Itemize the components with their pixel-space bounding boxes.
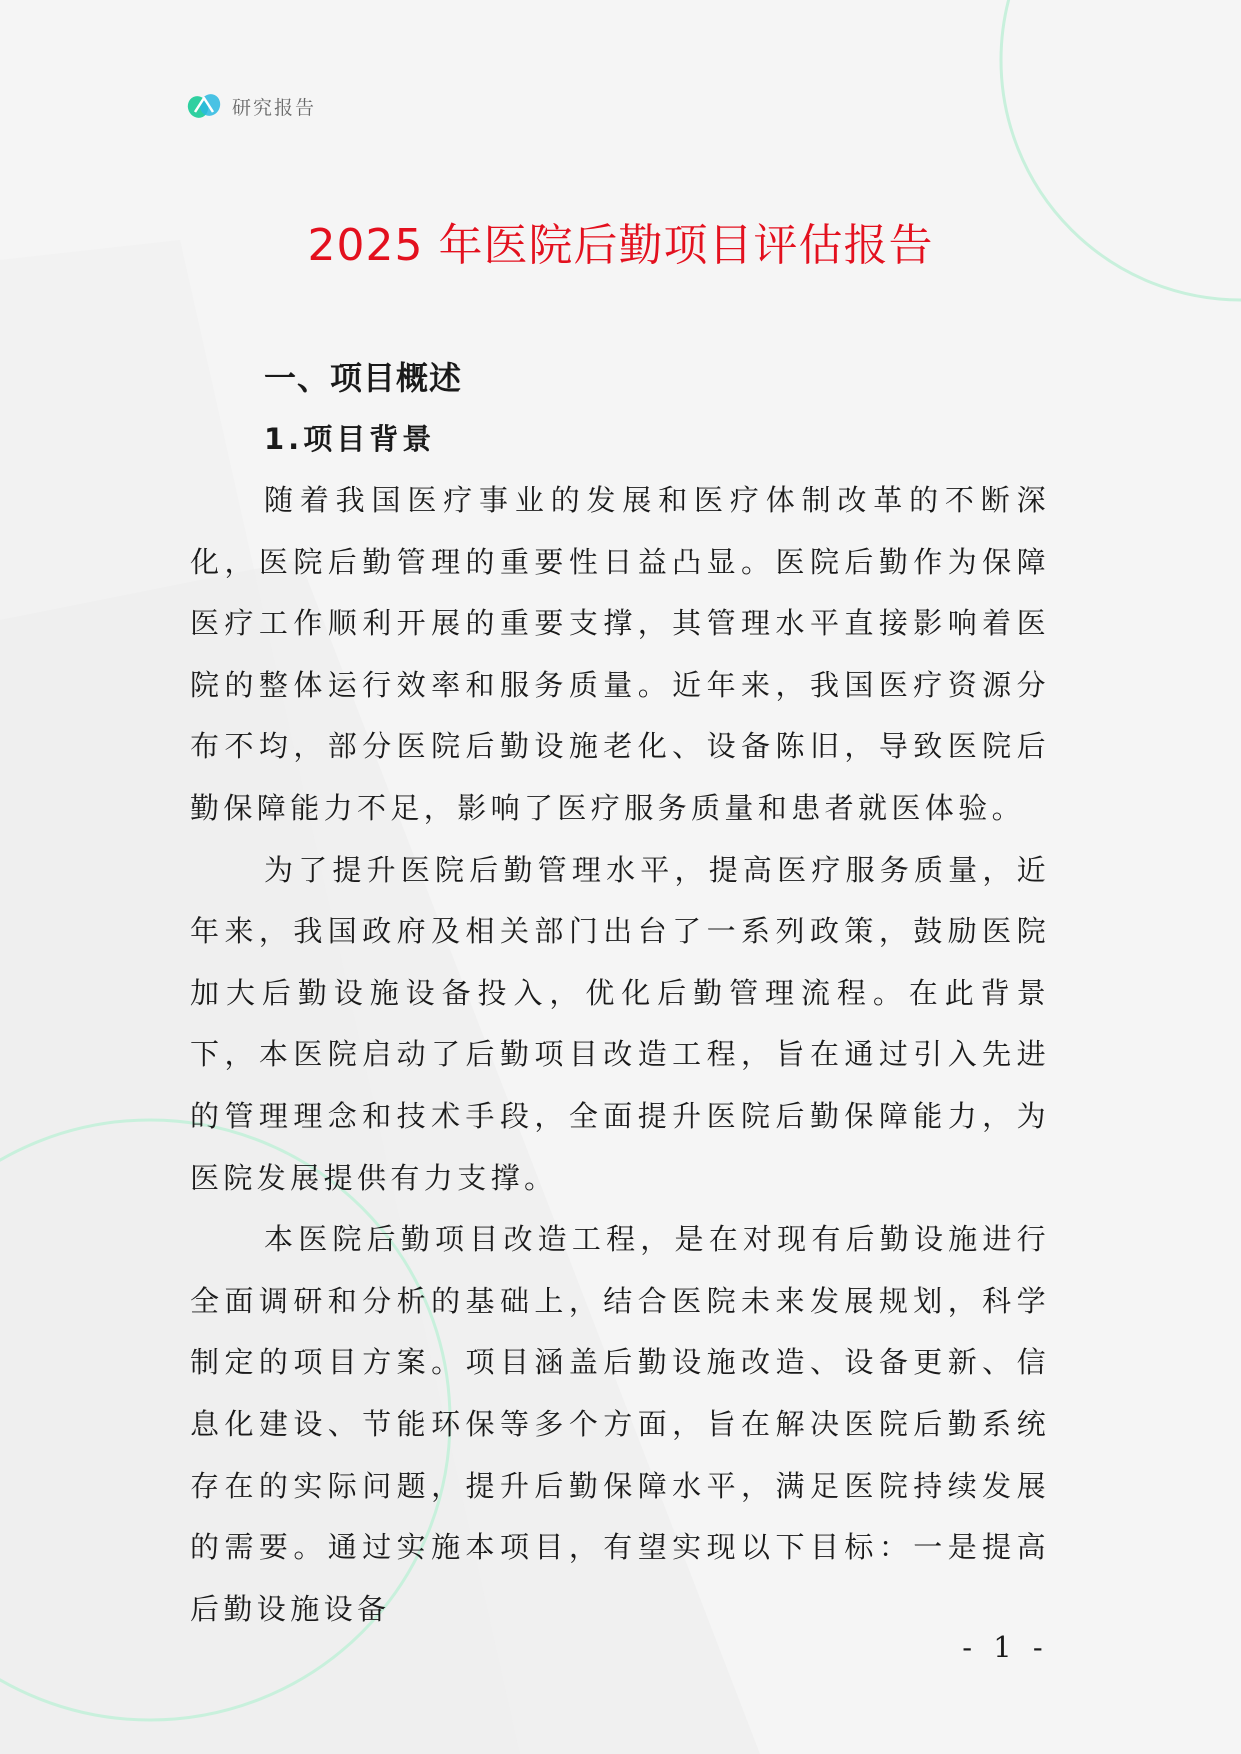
section-subheading: 1.项目背景 [264, 422, 436, 456]
document-title: 2025 年医院后勤项目评估报告 [307, 220, 934, 271]
page-number: - 1 - [962, 1630, 1049, 1664]
document-body [190, 348, 1050, 1640]
brand-logo-icon [186, 88, 222, 124]
paragraph: 为了提升医院后勤管理水平，提高医疗服务质量，近年来，我国政府及相关部门出台了一系列政策，鼓励医院加大后勤设施设备投入，优化后勤管理流程。在此背景下，本医院启动了后勤项目改造工程，旨在通过引入先进的管理理念和技术手段，全面提升医院后勤保障能力，为医院发展提供有力支撑。 [190, 852, 1050, 1195]
paragraph: 随着我国医疗事业的发展和医疗体制改革的不断深化，医院后勤管理的重要性日益凸显。医院后勤作为保障医疗工作顺利开展的重要支撑，其管理水平直接影响着医院的整体运行效率和服务质量。近年来，我国医疗资源分布不均，部分医院后勤设施老化、设备陈旧，导致医院后勤保障能力不足，影响了医疗服务质量和患者就医体验。 [190, 483, 1050, 825]
brand-header [186, 88, 316, 124]
section-heading: 一、项目概述 [264, 359, 463, 397]
brand-text: 研究报告 [232, 96, 317, 119]
paragraph: 本医院后勤项目改造工程，是在对现有后勤设施进行全面调研和分析的基础上，结合医院未来发展规划，科学制定的项目方案。项目涵盖后勤设施改造、设备更新、信息化建设、节能环保等多个方面，旨在解决医院后勤系统存在的实际问题，提升后勤保障水平，满足医院持续发展的需要。通过实施本项目，有望实现以下目标：一是提高后勤设施设备 [190, 1222, 1050, 1626]
